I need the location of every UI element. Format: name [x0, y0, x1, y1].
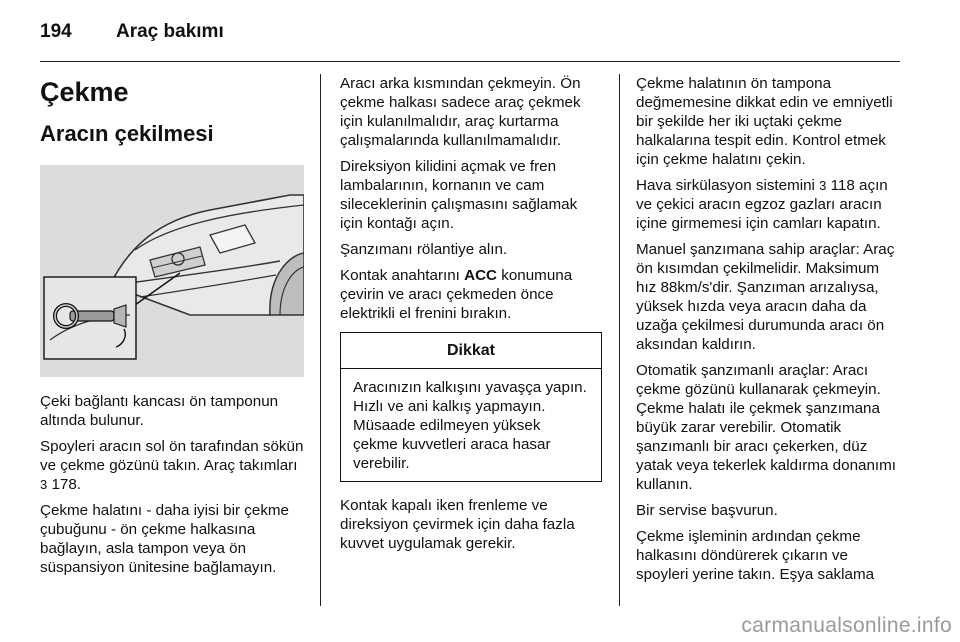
column-divider-2: [619, 74, 620, 606]
triangle-arrow-icon[interactable]: 3: [819, 178, 827, 193]
paragraph: Çekme işleminin ardından çekme halkasını döndürerek çıkarın ve spoyleri yerine takın. Eşya saklama: [636, 528, 875, 583]
watermark: carmanualsonline.info: [741, 614, 952, 637]
paragraph: Spoyleri aracın sol ön tarafından sökün ve çekme gözünü takın. Araç takımları 3 178.: [40, 438, 304, 493]
paragraph: Otomatik şanzımanlı araçlar: Aracı çekme gözünü kullanarak çekmeyin. Çekme halatı ile çekmek şanzımana büyük zarar verebilir. Otomatik şanzımanlı bir aracı çekerken, düz yatak veya tekerlek kaldırma donanımı kullanın.: [636, 362, 896, 493]
page-title: Çekme: [40, 77, 129, 107]
section-title: Araç bakımı: [116, 21, 224, 42]
column-divider-1: [320, 74, 321, 606]
notice-title: Dikkat: [341, 333, 601, 369]
page-number: 194: [40, 21, 72, 42]
header-rule: [40, 61, 900, 62]
column-2: [340, 74, 602, 560]
paragraph: Kontak kapalı iken frenleme ve direksiyon çevirmek için daha fazla kuvvet uygulamak gerekir.: [340, 497, 575, 552]
caution-notice: [340, 332, 602, 482]
tow-eye-illustration: [40, 165, 304, 377]
triangle-arrow-icon[interactable]: 3: [40, 477, 48, 492]
paragraph: Çeki bağlantı kancası ön tamponun altında bulunur.: [40, 393, 279, 429]
paragraph: Hava sirkülasyon sistemini 3 118 açın ve çekici aracın egzoz gazları aracın içine girmemesi için camları kapatın.: [636, 177, 888, 232]
notice-body: Aracınızın kalkışını yavaşça yapın. Hızlı ve ani kalkış yapmayın. Müsaade edilmeyen yüksek çekme kuvvetleri araca hasar verebilir.: [353, 379, 587, 472]
paragraph: Kontak anahtarını ACC konumuna çevirin ve aracı çekmeden önce elektrikli el frenini bırakın.: [340, 267, 573, 322]
tow-eye-figure: [40, 165, 304, 377]
paragraph: Direksiyon kilidini açmak ve fren lambalarının, kornanın ve cam sileceklerinin çalışmasını sağlamak için kontağı açın.: [340, 158, 578, 232]
paragraph: Aracı arka kısmından çekmeyin. Ön çekme halkası sadece araç çekmek için kulanılmalıdır, araç kurtarma çalışmalarında kullanılmamalıdır.: [340, 75, 581, 149]
section-subtitle: Aracın çekilmesi: [40, 121, 214, 146]
paragraph: Bir servise başvurun.: [636, 502, 778, 519]
paragraph: Manuel şanzımana sahip araçlar: Araç ön kısımdan çekilmelidir. Maksimum hız 88km/s'dir. Şanzıman arızalıysa, yüksek hızda veya aracın daha da uzağa çekilmesi durumunda aracı ön aksından kaldırın.: [636, 241, 895, 353]
page-reference[interactable]: 118 açın ve çekici aracın egzoz gazları aracın içine girmemesi için camları kapatın.: [636, 177, 888, 232]
paragraph: Şanzımanı rölantiye alın.: [340, 241, 508, 258]
column-1: [40, 74, 304, 584]
paragraph: Çekme halatını - daha iyisi bir çekme çubuğunu - ön çekme halkasına bağlayın, asla tampon veya ön süspansiyon ünitesine bağlamayın.: [40, 502, 290, 576]
paragraph: Çekme halatının ön tampona değmemesine dikkat edin ve emniyetli bir şekilde her iki uçtaki çekme halkalarına tespit edin. Kontrol etmek için çekme halatını çekin.: [636, 75, 893, 168]
page-reference[interactable]: 178.: [47, 476, 82, 493]
page-header: [40, 20, 900, 56]
acc-key-label: ACC: [464, 267, 498, 284]
column-3: [636, 74, 902, 591]
